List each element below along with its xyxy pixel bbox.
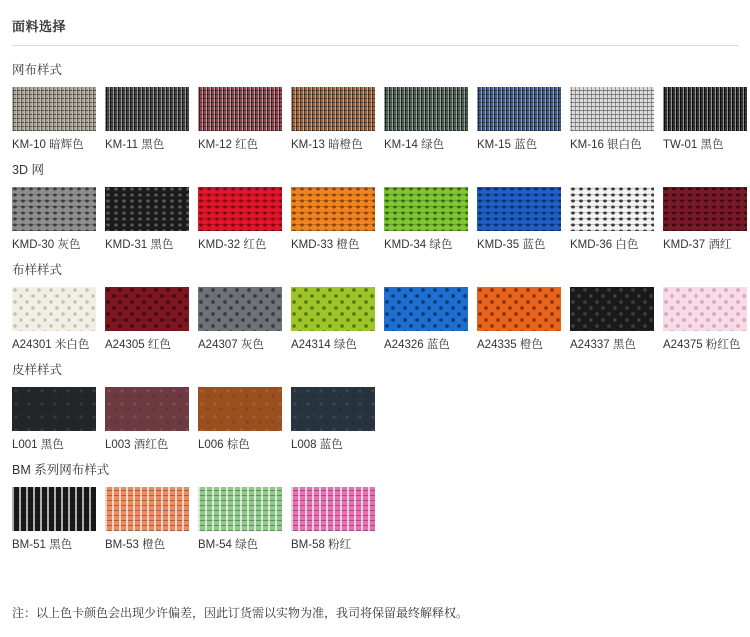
- swatch-color-chip[interactable]: [384, 87, 468, 131]
- swatch-item[interactable]: [291, 87, 375, 152]
- swatch-label: KMD-36 白色: [570, 239, 639, 251]
- swatch-item[interactable]: [384, 87, 468, 152]
- swatch-color-chip[interactable]: [105, 87, 189, 131]
- swatch-color-chip[interactable]: [384, 287, 468, 331]
- swatch-label: KMD-33 橙色: [291, 239, 360, 251]
- swatch-item[interactable]: [12, 487, 96, 552]
- swatch-item[interactable]: [477, 287, 561, 352]
- swatch-color-chip[interactable]: [291, 187, 375, 231]
- swatch-item[interactable]: [12, 87, 96, 152]
- swatch-color-chip[interactable]: [291, 387, 375, 431]
- swatch-item[interactable]: [477, 187, 561, 252]
- swatch-label: A24335 橙色: [477, 339, 543, 351]
- swatch-label: BM-54 绿色: [198, 539, 259, 551]
- fabric-section: [12, 260, 741, 352]
- swatch-item[interactable]: [477, 87, 561, 152]
- swatch-label: A24337 黑色: [570, 339, 636, 351]
- fabric-sections: [12, 60, 741, 552]
- swatch-item[interactable]: [198, 187, 282, 252]
- swatch-label: L008 蓝色: [291, 439, 343, 451]
- swatch-label: TW-01 黑色: [663, 139, 724, 151]
- swatch-label: KMD-30 灰色: [12, 239, 81, 251]
- swatch-item[interactable]: [12, 287, 96, 352]
- swatch-label: A24305 红色: [105, 339, 171, 351]
- swatch-color-chip[interactable]: [663, 287, 747, 331]
- swatch-item[interactable]: [570, 287, 654, 352]
- swatch-color-chip[interactable]: [384, 187, 468, 231]
- swatch-row: [12, 187, 738, 252]
- swatch-item[interactable]: [663, 287, 747, 352]
- swatch-color-chip[interactable]: [291, 87, 375, 131]
- swatch-row: [12, 387, 738, 452]
- swatch-item[interactable]: [12, 187, 96, 252]
- swatch-color-chip[interactable]: [12, 87, 96, 131]
- fabric-section: [12, 460, 738, 552]
- swatch-label: L001 黑色: [12, 439, 64, 451]
- swatch-color-chip[interactable]: [105, 387, 189, 431]
- swatch-row: [12, 487, 738, 552]
- swatch-label: A24301 米白色: [12, 339, 90, 351]
- section-title: 皮样样式: [12, 363, 63, 377]
- swatch-color-chip[interactable]: [198, 387, 282, 431]
- swatch-color-chip[interactable]: [477, 187, 561, 231]
- swatch-color-chip[interactable]: [105, 487, 189, 531]
- swatch-item[interactable]: [105, 487, 189, 552]
- swatch-color-chip[interactable]: [198, 487, 282, 531]
- swatch-label: KMD-37 酒红: [663, 239, 732, 251]
- swatch-item[interactable]: [570, 187, 654, 252]
- swatch-color-chip[interactable]: [12, 487, 96, 531]
- swatch-item[interactable]: [198, 87, 282, 152]
- swatch-item[interactable]: [198, 387, 282, 452]
- swatch-item[interactable]: [105, 287, 189, 352]
- swatch-label: KMD-35 蓝色: [477, 239, 546, 251]
- swatch-row: [12, 87, 738, 152]
- fabric-section: [12, 160, 738, 252]
- swatch-label: BM-53 橙色: [105, 539, 166, 551]
- swatch-color-chip[interactable]: [663, 87, 747, 131]
- swatch-item[interactable]: [105, 87, 189, 152]
- swatch-item[interactable]: [198, 487, 282, 552]
- fabric-section: [12, 360, 738, 452]
- swatch-color-chip[interactable]: [12, 187, 96, 231]
- swatch-label: A24307 灰色: [198, 339, 264, 351]
- swatch-row: [12, 287, 741, 352]
- swatch-label: L003 酒红色: [105, 439, 169, 451]
- swatch-label: KMD-32 红色: [198, 239, 267, 251]
- swatch-color-chip[interactable]: [477, 287, 561, 331]
- swatch-item[interactable]: [105, 187, 189, 252]
- section-title: 网布样式: [12, 63, 63, 77]
- swatch-color-chip[interactable]: [291, 287, 375, 331]
- swatch-item[interactable]: [291, 287, 375, 352]
- swatch-color-chip[interactable]: [198, 87, 282, 131]
- fabric-section: [12, 60, 738, 152]
- swatch-label: KMD-31 黑色: [105, 239, 174, 251]
- swatch-item[interactable]: [105, 387, 189, 452]
- swatch-label: KM-16 银白色: [570, 139, 642, 151]
- swatch-color-chip[interactable]: [198, 287, 282, 331]
- swatch-item[interactable]: [570, 87, 654, 152]
- swatch-label: KM-11 黑色: [105, 139, 165, 151]
- swatch-item[interactable]: [291, 187, 375, 252]
- title-divider: [12, 45, 738, 46]
- swatch-item[interactable]: [663, 187, 747, 252]
- swatch-color-chip[interactable]: [105, 287, 189, 331]
- swatch-item[interactable]: [12, 387, 96, 452]
- swatch-label: L006 棕色: [198, 439, 250, 451]
- swatch-label: KM-10 暗辉色: [12, 139, 84, 151]
- swatch-color-chip[interactable]: [570, 287, 654, 331]
- swatch-label: KMD-34 绿色: [384, 239, 453, 251]
- section-title: 3D 网: [12, 163, 44, 177]
- swatch-color-chip[interactable]: [477, 87, 561, 131]
- swatch-label: KM-15 蓝色: [477, 139, 538, 151]
- page-title: 面料选择: [12, 19, 67, 34]
- swatch-color-chip[interactable]: [570, 87, 654, 131]
- swatch-item[interactable]: [198, 287, 282, 352]
- swatch-label: A24314 绿色: [291, 339, 357, 351]
- swatch-label: KM-12 红色: [198, 139, 259, 151]
- section-title: BM 系列网布样式: [12, 463, 110, 477]
- swatch-item[interactable]: [291, 487, 375, 552]
- swatch-color-chip[interactable]: [12, 287, 96, 331]
- swatch-color-chip[interactable]: [570, 187, 654, 231]
- swatch-color-chip[interactable]: [291, 487, 375, 531]
- swatch-label: A24375 粉红色: [663, 339, 741, 351]
- swatch-item[interactable]: [384, 287, 468, 352]
- swatch-label: BM-58 粉红: [291, 539, 352, 551]
- swatch-label: A24326 蓝色: [384, 339, 450, 351]
- footnote: 注：以上色卡颜色会出现少许偏差，因此订货需以实物为准，我司将保留最终解释权。: [12, 606, 469, 620]
- swatch-color-chip[interactable]: [12, 387, 96, 431]
- swatch-color-chip[interactable]: [198, 187, 282, 231]
- swatch-label: KM-14 绿色: [384, 139, 445, 151]
- swatch-label: BM-51 黑色: [12, 539, 73, 551]
- swatch-item[interactable]: [663, 87, 747, 152]
- swatch-color-chip[interactable]: [663, 187, 747, 231]
- swatch-label: KM-13 暗橙色: [291, 139, 363, 151]
- swatch-item[interactable]: [291, 387, 375, 452]
- swatch-item[interactable]: [384, 187, 468, 252]
- swatch-color-chip[interactable]: [105, 187, 189, 231]
- section-title: 布样样式: [12, 263, 63, 277]
